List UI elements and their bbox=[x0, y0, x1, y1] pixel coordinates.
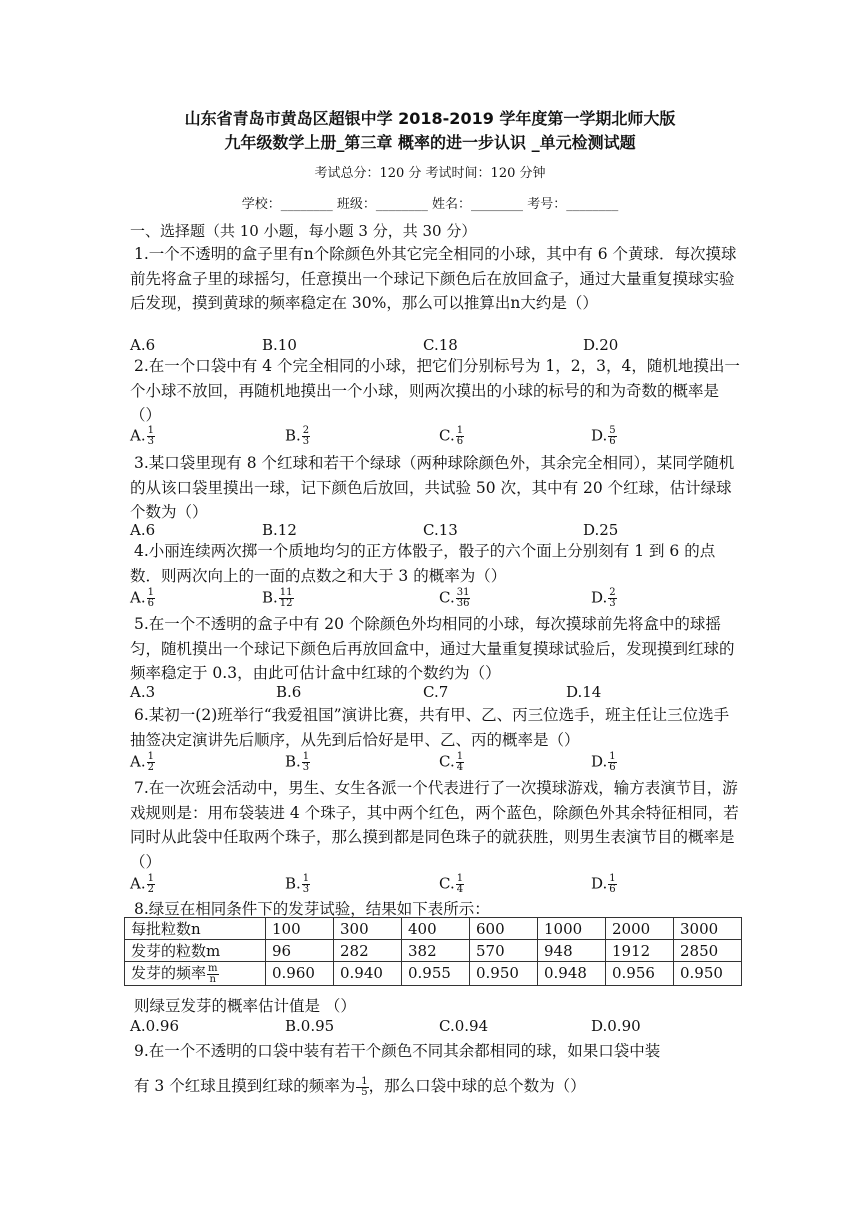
option-label: C. bbox=[439, 874, 455, 893]
option-label: D. bbox=[591, 752, 608, 771]
table-cell: 1000 bbox=[538, 918, 606, 940]
option-label: D. bbox=[591, 874, 608, 893]
table-cell: 2000 bbox=[606, 918, 674, 940]
q8-option-b: B.0.95 bbox=[285, 1017, 335, 1035]
fraction bbox=[302, 874, 310, 895]
table-row bbox=[125, 918, 742, 940]
fraction-numerator: 1 bbox=[302, 751, 310, 762]
fraction-denominator: 6 bbox=[147, 598, 154, 609]
fraction-numerator: 2 bbox=[609, 587, 616, 598]
fraction-numerator: 1 bbox=[147, 425, 154, 436]
fraction bbox=[207, 964, 218, 985]
fraction-denominator: 3 bbox=[302, 884, 310, 895]
q5-option-d: D.14 bbox=[566, 683, 602, 701]
fraction bbox=[279, 588, 294, 609]
fraction bbox=[608, 588, 616, 609]
fraction-denominator: 2 bbox=[147, 762, 154, 773]
option-label: A. bbox=[130, 874, 146, 893]
table-cell: 382 bbox=[402, 940, 470, 962]
q4-option-d bbox=[591, 588, 617, 609]
fraction-numerator: 31 bbox=[456, 587, 470, 598]
table-row bbox=[125, 962, 742, 986]
fraction-denominator: 4 bbox=[456, 762, 464, 773]
table-cell: 300 bbox=[334, 918, 402, 940]
fraction bbox=[608, 874, 616, 895]
question-1: 1.一个不透明的盒子里有n个除颜色外其它完全相同的小球，其中有 6 个黄球．每次摸球前先将盒子里的球摇匀，任意摸出一个球记下颜色后在放回盒子，通过大量重复摸球实验后发现，摸到黄球的频率稳定在 30%，那么可以推算出n大约是（） bbox=[130, 245, 737, 312]
q7-option-c bbox=[439, 874, 464, 895]
fraction-numerator: 1 bbox=[147, 587, 154, 598]
fraction bbox=[456, 426, 464, 447]
q6-option-d bbox=[591, 752, 617, 773]
q4-option-a bbox=[130, 588, 155, 609]
row-label-text: 发芽的频率 bbox=[131, 964, 207, 982]
q6-option-a bbox=[130, 752, 155, 773]
option-label: B. bbox=[285, 752, 301, 771]
question-7: 7.在一次班会活动中，男生、女生各派一个代表进行了一次摸球游戏，输方表演节目，游戏规则是：用布袋装进 4 个珠子，其中两个红色，两个蓝色，除颜色外其余特征相同，若同时从此袋中任取两个珠子，那么摸到都是同色珠子的就获胜，则男生表演节目的概率是（） bbox=[130, 779, 739, 871]
question-5: 5.在一个不透明的盒子中有 20 个除颜色外均相同的小球，每次摸球前先将盒中的球摇匀，随机摸出一个球记下颜色后再放回盒中，通过大量重复摸球试验后，发现摸到红球的频率稳定于 0.3，由此可估计盒中红球的个数约为（） bbox=[130, 615, 735, 682]
q3-option-b: B.12 bbox=[262, 521, 297, 539]
q8-option-a: A.0.96 bbox=[130, 1017, 179, 1035]
fraction-denominator: 12 bbox=[279, 598, 293, 609]
fraction-numerator: 1 bbox=[147, 751, 154, 762]
table-cell: 0.960 bbox=[266, 962, 334, 986]
fraction-numerator: 5 bbox=[609, 425, 616, 436]
fraction-denominator: 3 bbox=[302, 762, 310, 773]
question-9-line2 bbox=[130, 1074, 740, 1099]
fraction bbox=[302, 752, 310, 773]
question-5-options bbox=[0, 683, 860, 703]
q6-option-c bbox=[439, 752, 464, 773]
fraction-numerator: 1 bbox=[356, 1077, 368, 1088]
q3-option-d: D.25 bbox=[583, 521, 619, 539]
fraction-numerator: 1 bbox=[609, 751, 616, 762]
table-cell: 0.950 bbox=[674, 962, 742, 986]
option-label: C. bbox=[439, 752, 455, 771]
fraction bbox=[608, 426, 616, 447]
fraction bbox=[147, 752, 155, 773]
q5-option-a: A.3 bbox=[130, 683, 156, 701]
option-label: A. bbox=[130, 752, 146, 771]
table-cell: 96 bbox=[266, 940, 334, 962]
question-8-after: 则绿豆发芽的概率估计值是 （） bbox=[134, 997, 356, 1015]
question-2-options bbox=[0, 426, 860, 446]
q3-option-c: C.13 bbox=[423, 521, 458, 539]
option-label: B. bbox=[285, 874, 301, 893]
student-fields: 学校：________ 班级：________ 姓名：________ 考号：________ bbox=[241, 197, 619, 212]
fraction-denominator: 6 bbox=[609, 436, 616, 447]
option-label: D. bbox=[591, 588, 608, 607]
question-9-line1: 9.在一个不透明的口袋中装有若干个颜色不同其余都相同的球，如果口袋中装 bbox=[134, 1042, 661, 1060]
table-cell: 600 bbox=[470, 918, 538, 940]
question-8-options bbox=[0, 1017, 860, 1037]
fraction bbox=[147, 874, 155, 895]
section-title: 一、选择题（共 10 小题，每小题 3 分，共 30 分） bbox=[130, 222, 477, 240]
question-3-options bbox=[0, 521, 860, 541]
table-row-label bbox=[125, 962, 266, 986]
q8-option-d: D.0.90 bbox=[591, 1017, 641, 1035]
exam-title-line1: 山东省青岛市黄岛区超银中学 2018-2019 学年度第一学期北师大版 bbox=[184, 109, 676, 128]
table-cell: 3000 bbox=[674, 918, 742, 940]
fraction-denominator: 6 bbox=[609, 762, 616, 773]
q1-option-d: D.20 bbox=[583, 336, 619, 354]
q5-option-b: B.6 bbox=[276, 683, 302, 701]
fraction-numerator: 11 bbox=[279, 587, 293, 598]
table-cell: 0.950 bbox=[470, 962, 538, 986]
fraction bbox=[608, 752, 616, 773]
q4-option-b bbox=[262, 588, 294, 609]
question-7-options bbox=[0, 874, 860, 894]
table-cell: 570 bbox=[470, 940, 538, 962]
table-row-label: 发芽的粒数m bbox=[125, 940, 266, 962]
fraction bbox=[147, 588, 155, 609]
table-row-label: 每批粒数n bbox=[125, 918, 266, 940]
fraction-denominator: 36 bbox=[456, 598, 470, 609]
table-cell: 0.940 bbox=[334, 962, 402, 986]
table-cell: 2850 bbox=[674, 940, 742, 962]
q5-option-c: C.7 bbox=[423, 683, 449, 701]
question-8: 8.绿豆在相同条件下的发芽试验，结果如下表所示： bbox=[134, 900, 490, 918]
option-label: B. bbox=[285, 426, 301, 445]
q3-option-a: A.6 bbox=[130, 521, 156, 539]
fraction bbox=[302, 426, 310, 447]
q7-option-b bbox=[285, 874, 310, 895]
option-label: B. bbox=[262, 588, 278, 607]
q1-option-a: A.6 bbox=[130, 336, 156, 354]
fraction-numerator: 1 bbox=[456, 873, 464, 884]
question-3: 3.某口袋里现有 8 个红球和若干个绿球（两种球除颜色外，其余完全相同），某同学随机的从该口袋里摸出一球，记下颜色后放回，共试验 50 次，其中有 20 个红球，估计绿球个数为（） bbox=[130, 454, 735, 521]
option-label: A. bbox=[130, 588, 146, 607]
fraction-numerator: 1 bbox=[456, 425, 464, 436]
germination-table bbox=[124, 917, 742, 986]
q8-option-c: C.0.94 bbox=[439, 1017, 489, 1035]
q2-option-a bbox=[130, 426, 155, 447]
question-6: 6.某初一(2)班举行“我爱祖国”演讲比赛，共有甲、乙、丙三位选手，班主任让三位选手抽签决定演讲先后顺序，从先到后恰好是甲、乙、丙的概率是（） bbox=[130, 706, 730, 749]
fraction bbox=[147, 426, 155, 447]
table-cell: 1912 bbox=[606, 940, 674, 962]
fraction-denominator: 3 bbox=[609, 598, 616, 609]
question-6-options bbox=[0, 752, 860, 772]
fraction bbox=[456, 874, 464, 895]
q7-option-d bbox=[591, 874, 617, 895]
fraction-numerator: 1 bbox=[456, 751, 464, 762]
option-label: C. bbox=[439, 426, 455, 445]
table-cell: 948 bbox=[538, 940, 606, 962]
table-cell: 400 bbox=[402, 918, 470, 940]
question-2: 2.在一个口袋中有 4 个完全相同的小球，把它们分别标号为 1，2，3，4，随机地摸出一个小球不放回，再随机地摸出一个小球，则两次摸出的小球的标号的和为奇数的概率是（） bbox=[130, 357, 740, 424]
fraction-denominator: 4 bbox=[456, 884, 464, 895]
fraction-denominator: 5 bbox=[361, 1086, 368, 1098]
fraction-numerator: 1 bbox=[609, 873, 616, 884]
q4-option-c bbox=[439, 588, 470, 609]
q2-option-b bbox=[285, 426, 310, 447]
q2-option-c bbox=[439, 426, 464, 447]
table-cell: 100 bbox=[266, 918, 334, 940]
q9-text-before: 有 3 个红球且摸到红球的频率为 bbox=[134, 1077, 356, 1095]
question-1-options bbox=[0, 336, 860, 356]
fraction bbox=[456, 752, 464, 773]
fraction-denominator: 3 bbox=[147, 436, 154, 447]
option-label: C. bbox=[439, 588, 455, 607]
question-4-options bbox=[0, 588, 860, 608]
option-label: D. bbox=[591, 426, 608, 445]
table-cell: 0.955 bbox=[402, 962, 470, 986]
q1-option-b: B.10 bbox=[262, 336, 297, 354]
q2-option-d bbox=[591, 426, 617, 447]
fraction-numerator: m bbox=[208, 962, 218, 974]
fraction-denominator: 6 bbox=[609, 884, 616, 895]
q6-option-b bbox=[285, 752, 310, 773]
fraction-numerator: 1 bbox=[147, 873, 154, 884]
fraction-denominator: 3 bbox=[302, 436, 310, 447]
table-cell: 0.956 bbox=[606, 962, 674, 986]
fraction-denominator: 2 bbox=[147, 884, 154, 895]
option-label: A. bbox=[130, 426, 146, 445]
question-4: 4.小丽连续两次掷一个质地均匀的正方体骰子，骰子的六个面上分别刻有 1 到 6 的点数．则两次向上的一面的点数之和大于 3 的概率为（） bbox=[130, 542, 716, 585]
table-cell: 282 bbox=[334, 940, 402, 962]
fraction-denominator: n bbox=[209, 973, 216, 985]
exam-title-line2: 九年级数学上册_第三章 概率的进一步认识 _单元检测试题 bbox=[224, 133, 636, 152]
table-cell: 0.948 bbox=[538, 962, 606, 986]
fraction-denominator: 6 bbox=[456, 436, 464, 447]
fraction-numerator: 1 bbox=[302, 873, 310, 884]
table-row bbox=[125, 940, 742, 962]
fraction bbox=[456, 588, 471, 609]
q1-option-c: C.18 bbox=[423, 336, 458, 354]
exam-info: 考试总分：120 分 考试时间：120 分钟 bbox=[314, 166, 546, 181]
fraction bbox=[356, 1077, 368, 1098]
q7-option-a bbox=[130, 874, 155, 895]
fraction-numerator: 2 bbox=[302, 425, 310, 436]
q9-text-after: ，那么口袋中球的总个数为（） bbox=[368, 1077, 586, 1095]
